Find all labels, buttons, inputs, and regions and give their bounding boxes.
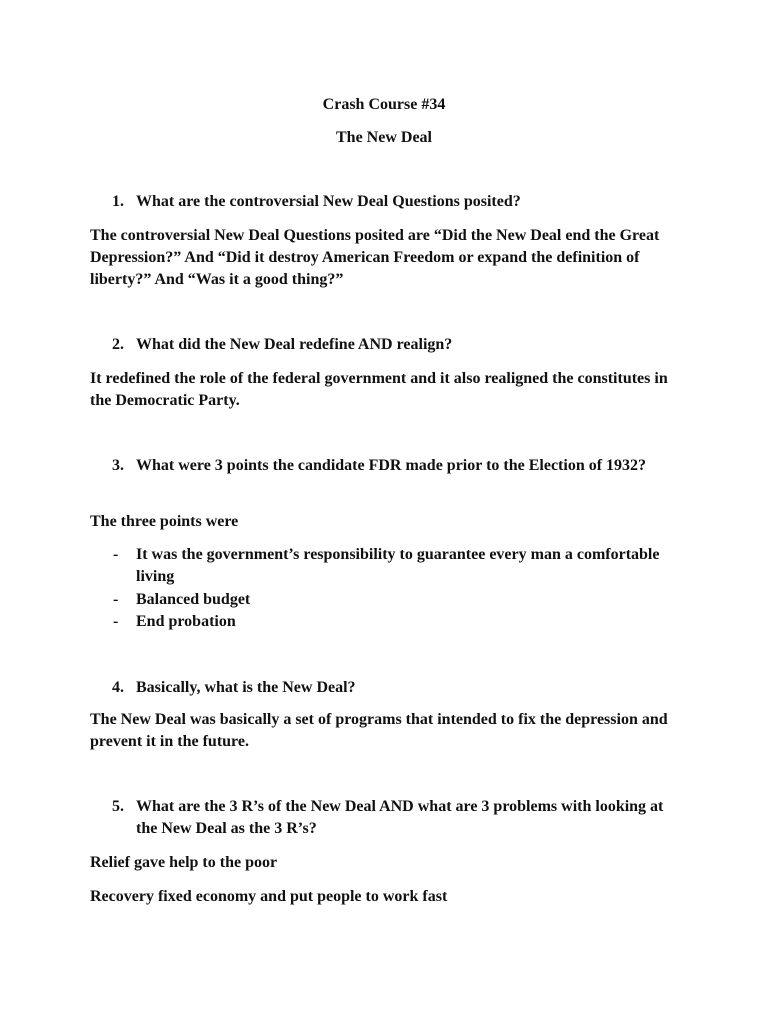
question-2 [112,334,672,356]
answer-3-intro: The three points were [90,513,239,530]
bullet-text: Balanced budget [136,591,251,608]
answer-2: It redefined the role of the federal government and it also realigned the constitutes in the Democratic Party. [90,370,668,409]
dash-icon: - [113,546,119,563]
bullet-text: It was the government’s responsibility to guarantee every man a comfortable living [136,546,660,585]
question-text: Basically, what is the New Deal? [136,679,356,696]
question-text: What are the 3 R’s of the New Deal AND what are 3 problems with looking at the New Deal as the 3 R’s? [136,798,664,837]
question-number: 2. [112,336,124,353]
question-number: 3. [112,457,124,474]
question-text: What are the controversial New Deal Questions posited? [136,193,521,210]
answer-5-relief: Relief gave help to the poor [90,854,278,871]
question-1 [112,191,672,213]
bullet-item [113,544,673,588]
dash-icon: - [113,591,119,608]
answer-5-recovery: Recovery fixed economy and put people to work fast [90,888,448,905]
question-3 [112,455,672,477]
question-text: What did the New Deal redefine AND realign? [136,336,453,353]
question-number: 1. [112,193,124,210]
question-number: 5. [112,798,124,815]
question-4 [112,677,672,699]
bullet-item [113,589,673,611]
bullet-text: End probation [136,613,236,630]
question-text: What were 3 points the candidate FDR made prior to the Election of 1932? [136,457,647,474]
question-number: 4. [112,679,124,696]
answer-1: The controversial New Deal Questions posited are “Did the New Deal end the Great Depression?” And “Did it destroy American Freedom or expand the definition of liberty?” And “Was it a good thing?” [90,227,660,288]
dash-icon: - [113,613,119,630]
answer-4: The New Deal was basically a set of programs that intended to fix the depression and prevent it in the future. [90,711,668,750]
document-title: Crash Course #34 [322,96,446,113]
bullet-item [113,611,673,633]
question-5 [112,796,672,840]
document-subtitle: The New Deal [336,129,432,146]
